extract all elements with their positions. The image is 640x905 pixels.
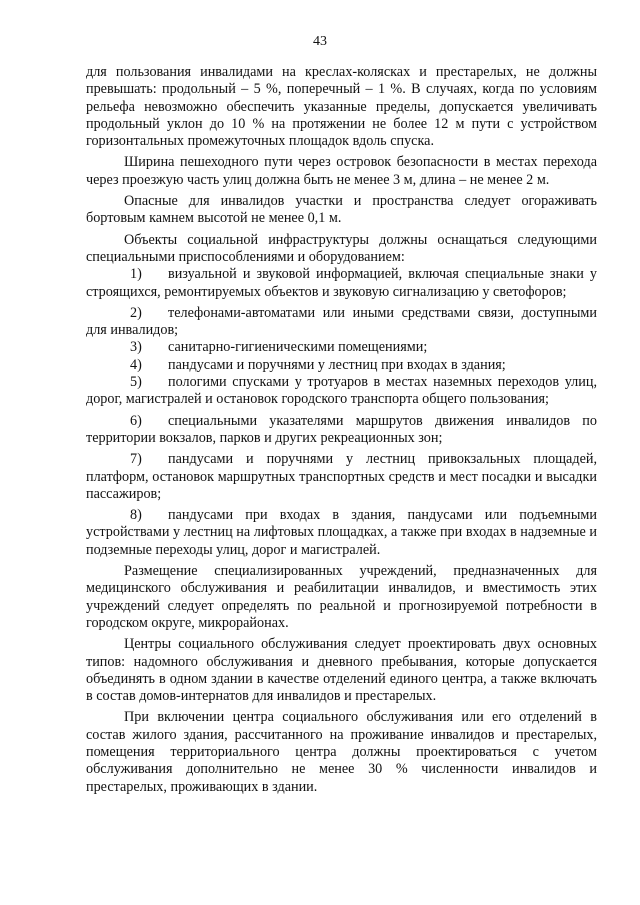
list-item <box>86 305 597 340</box>
list-item <box>86 339 597 356</box>
paragraph-3: Опасные для инвалидов участки и пространства следует огораживать бортовым камнем высотой не менее 0,1 м. <box>86 193 597 227</box>
list-item-number: 8) <box>130 507 142 524</box>
list-item-number: 6) <box>130 412 142 429</box>
paragraph-5: Размещение специализированных учреждений, предназначенных для медицинского обслуживания и реабилитации инвалидов, и вместимость этих учреждений следует определять по реальной и прогнозируемой потребности в городском округе, микрорайонах. <box>86 563 597 631</box>
equipment-list <box>86 266 597 559</box>
list-item <box>86 357 597 374</box>
paragraph-4: Объекты социальной инфраструктуры должны оснащаться следующими специальными приспособлениями и оборудованием: <box>86 231 597 265</box>
list-item-text: специальными указателями маршрутов движения инвалидов по территории вокзалов, парков и других рекреационных зон; <box>86 412 597 446</box>
list-item-number: 3) <box>130 339 142 356</box>
page-number: 43 <box>313 34 327 49</box>
list-item-text: пандусами и поручнями у лестниц привокзальных площадей, платформ, остановок маршрутных транспортных средств и мест посадки и высадки пассажиров; <box>86 451 597 502</box>
list-item-text: визуальной и звуковой информацией, включая специальные знаки у строящихся, ремонтируемых объектов и звуковую сигнализацию у светофоров; <box>86 266 597 300</box>
list-item-number: 2) <box>130 304 142 321</box>
list-item-number: 1) <box>130 266 142 283</box>
list-item-text: пологими спусками у тротуаров в местах наземных переходов улиц, дорог, магистралей и остановок городского транспорта общего пользования; <box>86 374 597 408</box>
paragraph-7: При включении центра социального обслуживания или его отделений в состав жилого здания, рассчитанного на проживание инвалидов и престарелых, помещения территориального центра должны проектироваться с учетом обслуживания дополнительно не менее 30 % численности инвалидов и престарелых, проживающих в здании. <box>86 709 597 795</box>
list-item <box>86 507 597 559</box>
list-item-text: пандусами при входах в здания, пандусами или подъемными устройствами у лестниц на лифтовых площадках, а также при входах в надземные и подземные переходы улиц, дорог и магистралей. <box>86 507 597 558</box>
list-item <box>86 413 597 448</box>
list-item-number: 7) <box>130 451 142 468</box>
paragraph-6: Центры социального обслуживания следует проектировать двух основных типов: надомного обслуживания и дневного пребывания, которые допускается объединять в одном здании в качестве отделений единого центра, а также включать в состав домов-интернатов для инвалидов и престарелых. <box>86 636 597 705</box>
list-item <box>86 451 597 503</box>
list-item-text: пандусами и поручнями у лестниц при входах в здания; <box>168 356 506 373</box>
list-item-text: санитарно-гигиеническими помещениями; <box>168 339 428 356</box>
paragraph-2: Ширина пешеходного пути через островок безопасности в местах перехода через проезжую часть улиц должна быть не менее 3 м, длина – не менее 2 м. <box>86 154 597 188</box>
list-item <box>86 374 597 409</box>
document-body <box>86 64 597 796</box>
list-item <box>86 266 597 301</box>
list-item-number: 4) <box>130 356 142 373</box>
list-item-text: телефонами-автоматами или иными средствами связи, доступными для инвалидов; <box>86 304 597 339</box>
paragraph-1: для пользования инвалидами на креслах-колясках и престарелых, не должны превышать: продольный – 5 %, поперечный – 1 %. В случаях, когда по условиям рельефа невозможно обеспечить указанные пределы, допускается увеличивать продольный уклон до 10 % на протяжении не более 12 м пути с устройством горизонтальных промежуточных площадок вдоль спуска. <box>86 64 597 150</box>
list-item-number: 5) <box>130 374 142 391</box>
